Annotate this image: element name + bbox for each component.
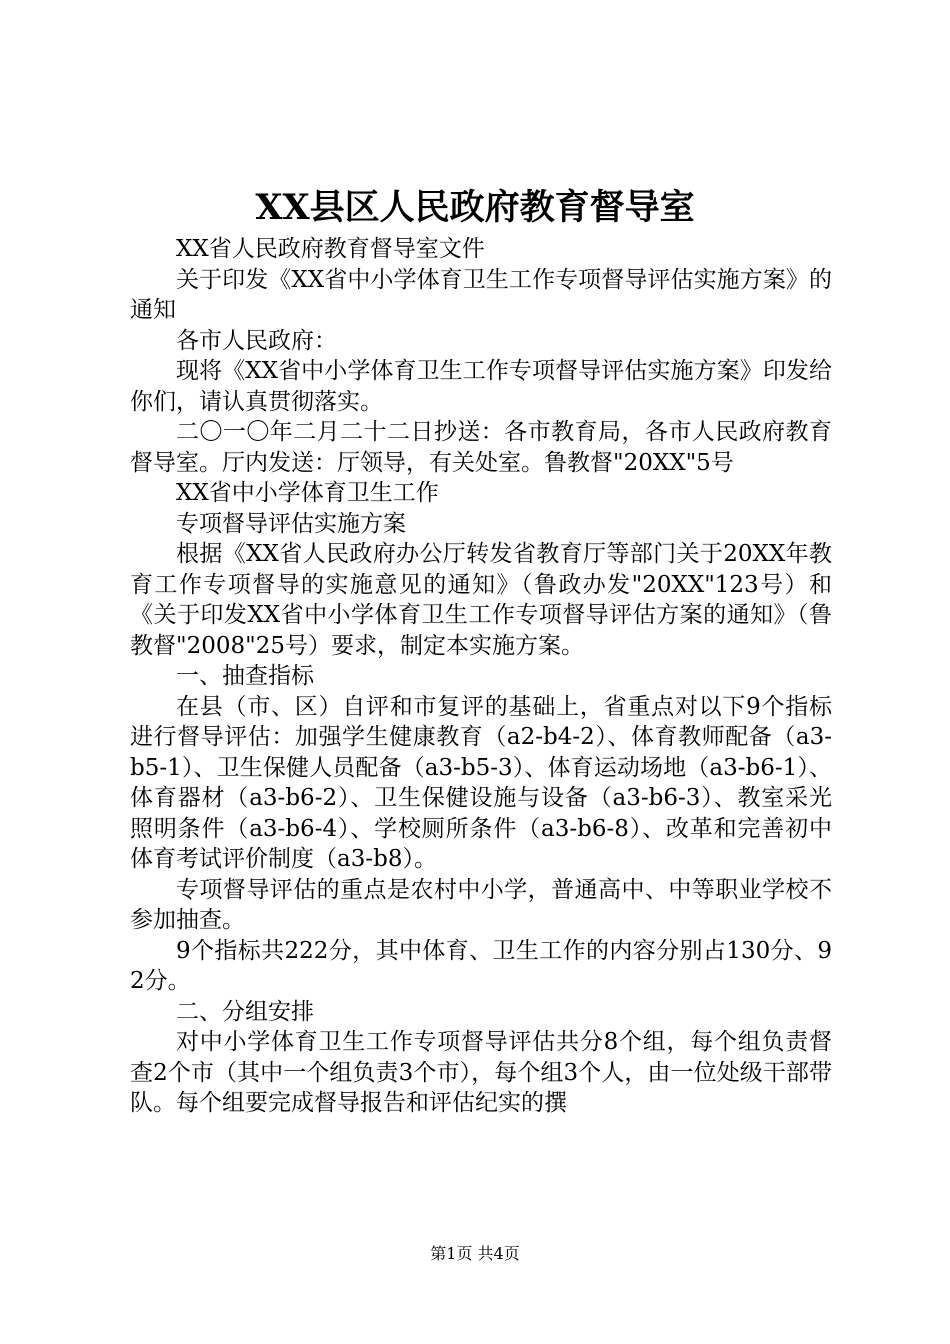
paragraph-focus: 专项督导评估的重点是农村中小学，普通高中、中等职业学校不参加抽查。 xyxy=(130,876,832,933)
paragraph-doc-header: XX省人民政府教育督导室文件 xyxy=(176,236,485,262)
document-body xyxy=(130,234,832,1119)
section-heading-groups: 二、分组安排 xyxy=(176,998,314,1025)
paragraph-basis: 根据《XX省人民政府办公厅转发省教育厅等部门关于20XX年教育工作专项督导的实施意见的通知》（鲁政办发"20XX"123号）和《关于印发XX省中小学体育卫生工作专项督导评估方案的通知》（鲁教督"2008"25号）要求，制定本实施方案。 xyxy=(130,541,832,659)
paragraph-plan-title-line2: 专项督导评估实施方案 xyxy=(176,510,406,537)
paragraph-indicators: 在县（市、区）自评和市复评的基础上，省重点对以下9个指标进行督导评估：加强学生健康教育（a2-b4-2）、体育教师配备（a3-b5-1）、卫生保健人员配备（a3-b5-3）、体育运动场地（a3-b6-1）、体育器材（a3-b6-2）、卫生保健设施与设备（a3-b6-3）、教室采光照明条件（a3-b6-4）、学校厕所条件（a3-b6-8）、改革和完善初中体育考试评价制度（a3-b8）。 xyxy=(130,693,832,872)
paragraph-notice-title: 关于印发《XX省中小学体育卫生工作专项督导评估实施方案》的通知 xyxy=(130,266,832,323)
paragraph-date-distribution: 二〇一〇年二月二十二日抄送：各市教育局，各市人民政府教育督导室。厅内发送：厅领导，有关处室。鲁教督"20XX"5号 xyxy=(130,419,832,476)
paragraph-groups: 对中小学体育卫生工作专项督导评估共分8个组，每个组负责督查2个市（其中一个组负责3个市），每个组3个人，由一位处级干部带队。每个组要完成督导报告和评估纪实的撰 xyxy=(130,1029,832,1116)
paragraph-plan-title-line1: XX省中小学体育卫生工作 xyxy=(176,480,439,506)
paragraph-salutation: 各市人民政府： xyxy=(176,327,337,354)
section-heading-indicators: 一、抽查指标 xyxy=(176,663,314,689)
paragraph-intro: 现将《XX省中小学体育卫生工作专项督导评估实施方案》印发给你们，请认真贯彻落实。 xyxy=(130,358,832,415)
paragraph-scores: 9个指标共222分，其中体育、卫生工作的内容分别占130分、92分。 xyxy=(130,937,832,994)
page-footer: 第1页 共4页 xyxy=(430,1244,520,1263)
page-title: XX县区人民政府教育督导室 xyxy=(255,187,695,228)
